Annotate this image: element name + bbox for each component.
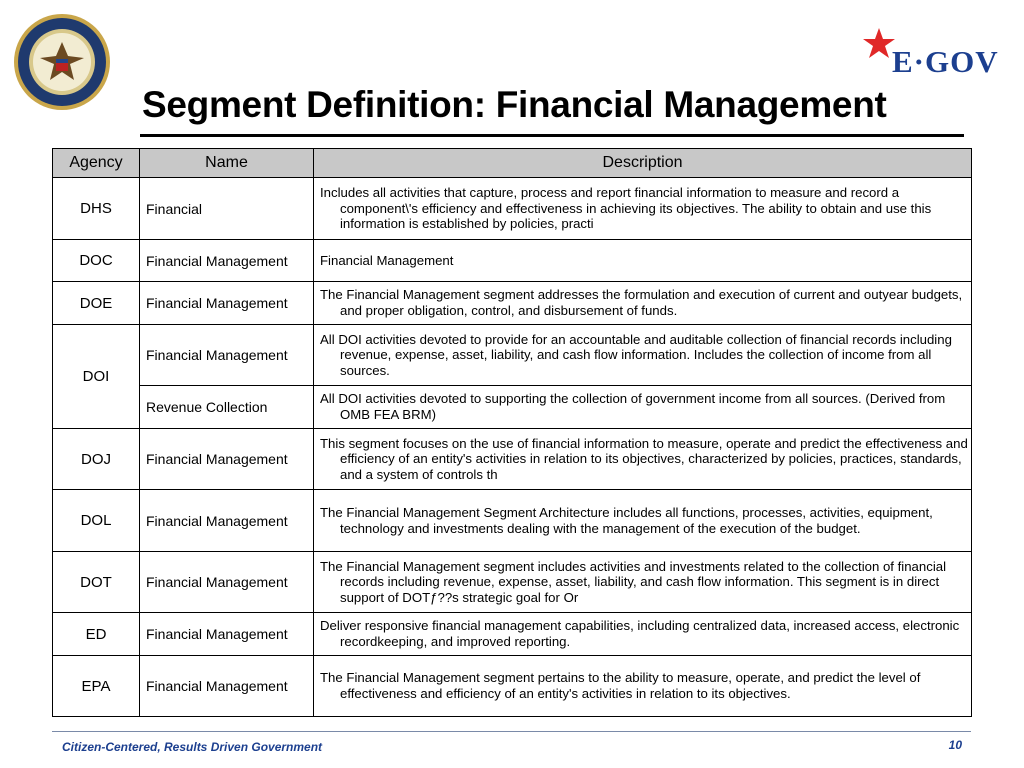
description-cell: All DOI activities devoted to provide for an accountable and auditable collection of financial records including revenue, expense, asset, liability, and cash flow information. Includes the collection of income from all sources. — [314, 325, 972, 386]
table-row — [53, 282, 972, 325]
table-row — [53, 490, 972, 552]
agency-cell: DOI — [53, 325, 140, 429]
agency-cell: DOT — [53, 552, 140, 613]
name-cell: Financial Management — [140, 656, 314, 717]
agency-cell: DHS — [53, 178, 140, 240]
header-agency: Agency — [53, 149, 140, 178]
name-cell: Financial Management — [140, 613, 314, 656]
agency-cell: DOL — [53, 490, 140, 552]
footer-tagline: Citizen-Centered, Results Driven Government — [62, 740, 323, 754]
table-row — [53, 429, 972, 490]
agency-cell: DOJ — [53, 429, 140, 490]
description-cell: Includes all activities that capture, process and report financial information to measure and record a component\'s efficiency and effectiveness in achieving its objectives. The ability to obtain and use this information is established by policies, practi — [314, 178, 972, 240]
title-underline — [140, 134, 964, 137]
name-cell: Financial Management — [140, 429, 314, 490]
table-row — [53, 240, 972, 282]
agency-cell: EPA — [53, 656, 140, 717]
description-cell: Financial Management — [314, 240, 972, 282]
table-row — [53, 178, 972, 240]
name-cell: Financial Management — [140, 490, 314, 552]
table-row — [53, 325, 972, 386]
description-cell: The Financial Management Segment Architecture includes all functions, processes, activities, equipment, technology and investments dealing with the management of the execution of the budget. — [314, 490, 972, 552]
page-title: Segment Definition: Financial Management — [142, 84, 887, 125]
description-cell: The Financial Management segment pertains to the ability to measure, operate, and predict the level of effectiveness and efficiency of an entity's activities in relation to its objectives. — [314, 656, 972, 717]
header-name: Name — [140, 149, 314, 178]
egov-logo — [862, 26, 1002, 86]
agency-cell: DOC — [53, 240, 140, 282]
agency-cell: ED — [53, 613, 140, 656]
description-cell: The Financial Management segment includes activities and investments related to the collection of financial records including revenue, expense, asset, liability, and cash flow information. This segment is in direct support of DOTƒ??s strategic goal for Or — [314, 552, 972, 613]
table-row — [53, 613, 972, 656]
egov-wordmark: E·GOV — [892, 44, 999, 79]
name-cell: Revenue Collection — [140, 386, 314, 429]
presidential-seal-logo — [12, 12, 112, 112]
table-row — [53, 656, 972, 717]
description-cell: The Financial Management segment addresses the formulation and execution of current and outyear budgets, and proper obligation, control, and disbursement of funds. — [314, 282, 972, 325]
table-row — [53, 552, 972, 613]
page-number: 10 — [948, 738, 962, 752]
header-description: Description — [314, 149, 972, 178]
agency-cell: DOE — [53, 282, 140, 325]
name-cell: Financial Management — [140, 282, 314, 325]
description-cell: This segment focuses on the use of financial information to measure, operate and predict the effectiveness and efficiency of an entity's activities in relation to its objectives, characterized by policies, practices, standards, and a system of controls th — [314, 429, 972, 490]
star-icon — [862, 26, 896, 60]
table-header-row — [53, 149, 972, 178]
segment-table — [52, 148, 971, 717]
name-cell: Financial Management — [140, 325, 314, 386]
footer-divider — [52, 731, 971, 732]
name-cell: Financial — [140, 178, 314, 240]
description-cell: Deliver responsive financial management capabilities, including centralized data, increased access, electronic recordkeeping, and improved reporting. — [314, 613, 972, 656]
name-cell: Financial Management — [140, 240, 314, 282]
description-cell: All DOI activities devoted to supporting the collection of government income from all sources. (Derived from OMB FEA BRM) — [314, 386, 972, 429]
table-row — [53, 386, 972, 429]
name-cell: Financial Management — [140, 552, 314, 613]
